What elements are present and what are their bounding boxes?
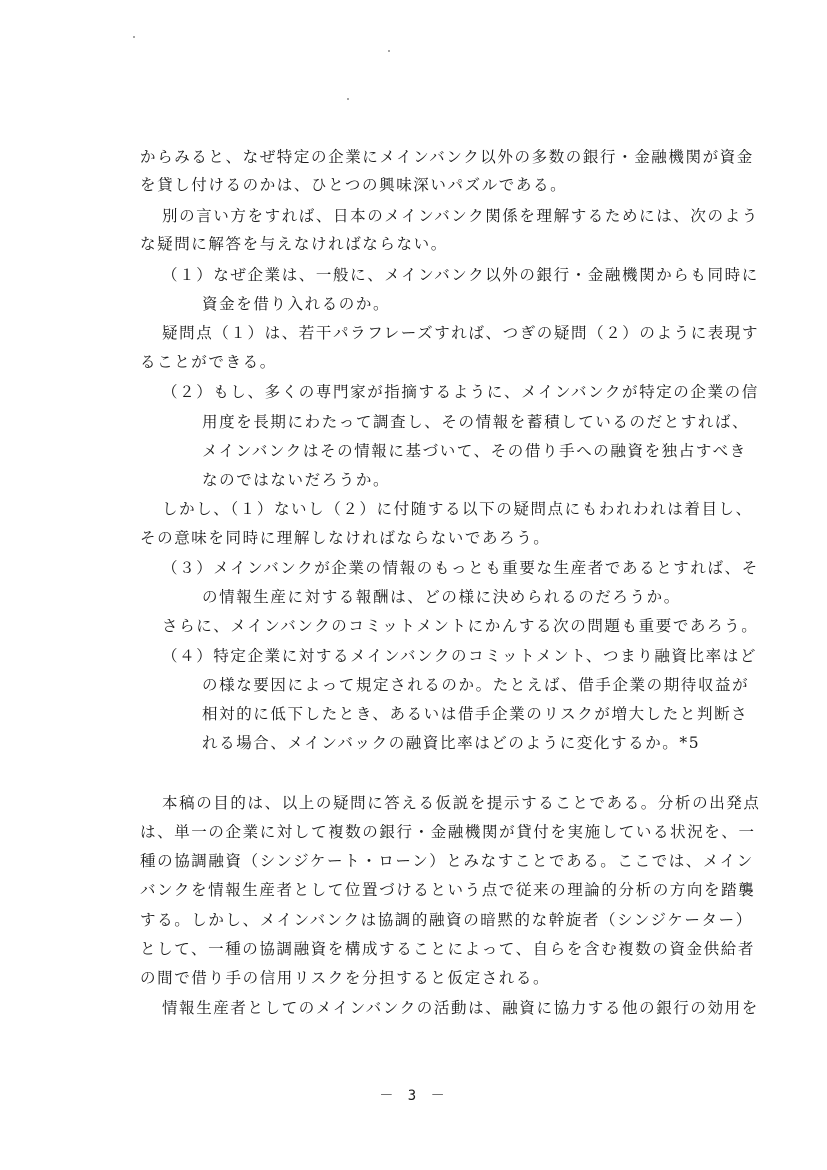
text-line: を貸し付けるのかは、ひとつの興味深いパズルである。 (140, 176, 568, 194)
text-line: （４）特定企業に対するメインバンクのコミットメント、つまり融資比率はど (162, 647, 757, 665)
scan-speck (388, 50, 390, 52)
text-line: （２）もし、多くの専門家が指摘するように、メインバンクが特定の企業の信 (162, 383, 759, 401)
text-line: 別の言い方をすれば、日本のメインバンク関係を理解するためには、次のよう (162, 207, 759, 225)
text-line: 資金を借り入れるのか。 (202, 295, 391, 313)
text-line: 本稿の目的は、以上の疑問に答える仮説を提示することである。分析の出発点 (162, 794, 761, 812)
text-line: する。しかし、メインバンクは協調的融資の暗黙的な幹旋者（シンジケーター） (140, 911, 753, 929)
text-line: しかし、（１）ないし（２）に付随する以下の疑問点にもわれわれは着目し、 (162, 500, 753, 518)
text-line: バンクを情報生産者として位置づけるという点で従来の理論的分析の方向を踏襲 (140, 881, 756, 899)
text-line: は、単一の企業に対して複数の銀行・金融機関が貸付を実施している状況を、一 (140, 823, 756, 841)
text-line: なのではないだろうか。 (202, 471, 391, 489)
scan-speck (133, 36, 135, 38)
text-line: 疑問点（１）は、若干パラフレーズすれば、つぎの疑問（２）のように表現す (162, 324, 760, 342)
text-line: 種の協調融資（シンジケート・ローン）とみなすことである。ここでは、メイン (140, 852, 754, 870)
text-line: として、一種の協調融資を構成することによって、自らを含む複数の資金供給者 (140, 940, 755, 958)
text-line: （１）なぜ企業は、一般に、メインバンク以外の銀行・金融機関からも同時に (162, 266, 759, 284)
page-number: － 3 － (379, 1088, 448, 1104)
text-line: その意味を同時に理解しなければならないであろう。 (140, 529, 551, 547)
text-line: （３）メインバンクが企業の情報のもっとも重要な生産者であるとすれば、そ (162, 559, 759, 577)
text-line: の様な要因によって規定されるのか。たとえば、借手企業の期待収益が (202, 676, 750, 694)
text-line: さらに、メインバンクのコミットメントにかんする次の問題も重要であろう。 (162, 617, 759, 635)
text-line: な疑問に解答を与えなければならない。 (140, 235, 448, 253)
text-line: の情報生産に対する報酬は、どの様に決められるのだろうか。 (202, 588, 681, 606)
text-line: れる場合、メインバックの融資比率はどのように変化するか。*5 (202, 734, 701, 752)
text-line: メインバンクはその情報に基づいて、その借り手への融資を独占すべき (202, 442, 747, 460)
scan-speck (347, 98, 349, 100)
text-line: の間で借り手の信用リスクを分担すると仮定される。 (140, 969, 551, 987)
text-line: からみると、なぜ特定の企業にメインバンク以外の多数の銀行・金融機関が資金 (140, 148, 754, 166)
text-line: ることができる。 (140, 353, 277, 371)
text-line: 相対的に低下したとき、あるいは借手企業のリスクが増大したと判断さ (202, 705, 749, 723)
text-line: 情報生産者としてのメインバンクの活動は、融資に協力する他の銀行の効用を (162, 999, 759, 1017)
text-line: 用度を長期にわたって調査し、その情報を蓄積しているのだとすれば、 (202, 413, 750, 431)
